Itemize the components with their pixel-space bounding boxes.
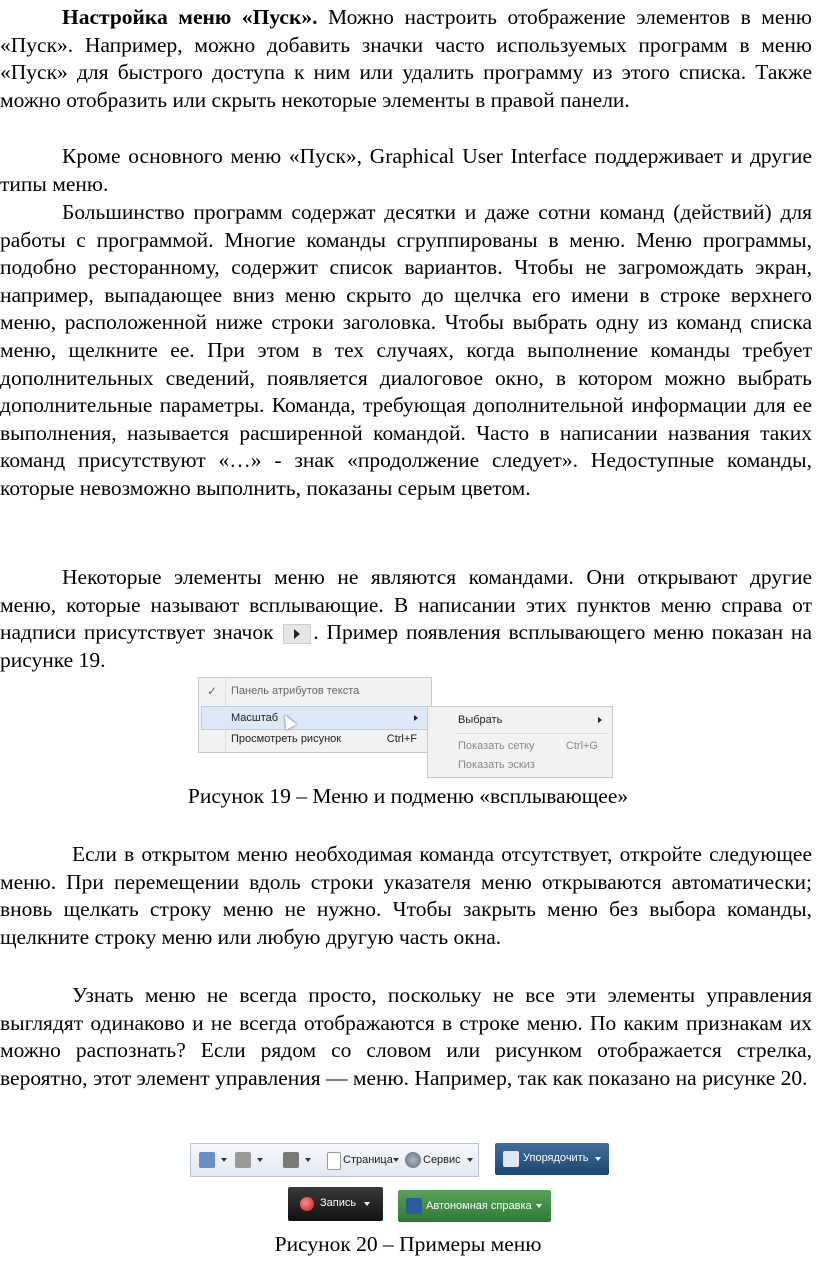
arrange-menu-button[interactable]: Упорядочить	[495, 1143, 609, 1175]
submenu-arrow-icon	[283, 624, 311, 644]
menu-item-text-panel[interactable]: ✓ Панель атрибутов текста	[207, 684, 360, 698]
chevron-right-icon	[598, 717, 602, 723]
paragraph-recognize-menu	[0, 982, 812, 1092]
chevron-down-icon	[221, 1158, 227, 1162]
chevron-right-icon	[414, 715, 418, 721]
paragraph-text: Большинство программ содержат десятки и даже сотни команд (действий) для работы с программой. Многие команды сгруппированы в меню. Меню программы, подобно ресторанному, содержит список вариантов. Чтобы не загромождать экран, например, выпадающее вниз меню скрыто до щелчка его имени в строке верхнего меню, расположенной ниже строки заголовка. Чтобы выбрать одну из команд списка меню, щелкните ее. При этом в тех случаях, когда выполнение команды требует дополнительных сведений, появляется диалоговое окно, в котором можно выбрать дополнительные параметры. Команда, требующая дополнительной информации для ее выполнения, называется расширенной командой. Часто в написании названия таких команд присутствуют «…» - знак «продолжение следует». Недоступные команды, которые невозможно выполнить, показаны серым цветом.	[0, 200, 812, 500]
browser-toolbar	[190, 1143, 479, 1177]
record-menu-button[interactable]: Запись	[288, 1187, 383, 1221]
submenu	[427, 706, 613, 778]
paragraph-program-menus	[0, 199, 812, 503]
paragraph-text: Можно настроить отображение элементов в меню «Пуск». Например, можно добавить значки часто используемых программ в меню «Пуск» для быстрого доступа к ним или удалить программу из этого списка. Также можно отобразить или скрыть некоторые элементы в правой панели.	[0, 5, 812, 112]
gear-icon	[405, 1152, 421, 1168]
record-icon	[300, 1197, 314, 1211]
submenu-item-grid[interactable]: Показать сетку Ctrl+G	[428, 735, 612, 757]
checkmark-icon: ✓	[207, 684, 218, 698]
offline-help-menu-button[interactable]: Автономная справка	[398, 1190, 551, 1222]
paragraph-text: Некоторые элементы меню не являются командами. Они открывают другие меню, которые называют всплывающие. В написании этих пунктов меню справа от надписи присутствует значок	[0, 565, 812, 645]
shortcut-label: Ctrl+G	[565, 740, 598, 752]
printer-icon	[283, 1152, 299, 1168]
paragraph-text: Узнать меню не всегда просто, поскольку не все эти элементы управления выглядят одинаково и не всегда отображаются в строке меню. По каким признакам их можно распознать? Если рядом со словом или рисунком отображается стрелка, вероятно, этот элемент управления — меню. Например, так как показано на рисунке 20.	[0, 983, 812, 1090]
folder-icon	[503, 1151, 519, 1167]
page-icon	[327, 1152, 341, 1170]
paragraph-menu-types	[0, 143, 812, 198]
paragraph-text: . Пример появления всплывающего меню показан на рисунке 19.	[0, 620, 812, 672]
home-icon	[199, 1152, 215, 1168]
chevron-down-icon	[257, 1158, 263, 1162]
page-menu-button[interactable]: Страница	[327, 1144, 401, 1176]
submenu-item-sketch[interactable]: Показать эскиз	[458, 759, 535, 771]
paragraph-text: Если в открытом меню необходимая команда отсутствует, откройте следующее меню. При перемещении вдоль строки указателя меню открываются автоматически; вновь щелкать строку меню не нужно. Чтобы закрыть меню без выбора команды, щелкните строку меню или любую другую часть окна.	[0, 842, 812, 949]
paragraph-text: Кроме основного меню «Пуск», Graphical User Interface поддерживает и другие типы меню.	[0, 144, 812, 196]
figure-19-caption: Рисунок 19 – Меню и подменю «всплывающее»	[187, 784, 629, 808]
chevron-down-icon	[595, 1157, 601, 1161]
context-menu	[198, 677, 432, 753]
tools-menu-button[interactable]: Сервис	[405, 1144, 473, 1176]
paragraph-popup-menus	[0, 564, 812, 674]
submenu-item-select[interactable]: Выбрать	[428, 709, 612, 731]
shortcut-label: Ctrl+F	[386, 733, 417, 745]
menu-item-view-image[interactable]: Просмотреть рисунок Ctrl+F	[199, 728, 431, 750]
paragraph-start-menu	[0, 4, 812, 114]
help-book-icon	[406, 1198, 422, 1214]
chevron-down-icon	[393, 1158, 399, 1162]
figure-20-caption: Рисунок 20 – Примеры меню	[274, 1232, 542, 1256]
menu-item-zoom[interactable]: Масштаб	[201, 706, 429, 730]
paragraph-heading: Настройка меню «Пуск».	[62, 5, 318, 29]
chevron-down-icon	[467, 1158, 473, 1162]
chevron-down-icon	[536, 1204, 542, 1208]
chevron-down-icon	[364, 1202, 370, 1206]
menu-separator	[456, 733, 608, 734]
rss-icon	[235, 1152, 251, 1168]
chevron-down-icon	[305, 1158, 311, 1162]
paragraph-open-menu	[0, 841, 812, 951]
